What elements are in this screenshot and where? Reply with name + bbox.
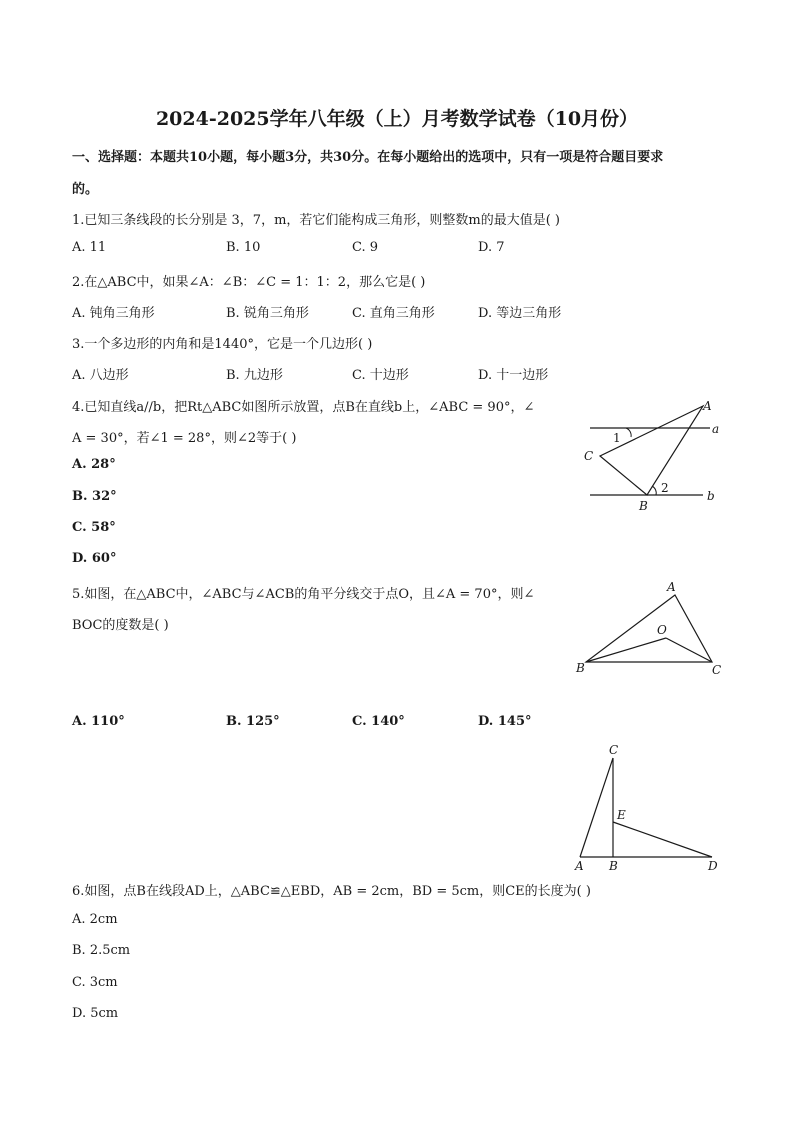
label-D: D bbox=[708, 859, 718, 873]
question-4-stem-line-1: 4.已知直线a//b，把Rt△ABC如图所示放置，点B在直线b上，∠ABC = 90°，∠ bbox=[72, 400, 535, 415]
question-5-option-d: D. 145° bbox=[478, 714, 532, 729]
question-1-option-b: B. 10 bbox=[226, 240, 261, 255]
label-E: E bbox=[617, 808, 626, 822]
section-heading-line-1: 一、选择题：本题共10小题，每小题3分，共30分。在每小题给出的选项中，只有一项是符合题目要求 bbox=[72, 150, 664, 165]
question-4-option-a: A. 28° bbox=[72, 457, 116, 472]
label-B: B bbox=[576, 661, 585, 675]
label-A: A bbox=[667, 580, 676, 594]
page-title: 2024-2025学年八年级（上）月考数学试卷（10月份） bbox=[155, 108, 639, 130]
section-heading-line-2: 的。 bbox=[72, 182, 99, 197]
question-6-option-b: B. 2.5cm bbox=[72, 943, 131, 958]
label-b: b bbox=[707, 489, 715, 503]
question-3-option-d: D. 十一边形 bbox=[478, 368, 549, 383]
question-1-stem: 1.已知三条线段的长分别是 3，7，m，若它们能构成三角形，则整数m的最大值是( ) bbox=[72, 213, 561, 228]
label-A: A bbox=[703, 399, 712, 413]
label-B: B bbox=[609, 859, 618, 873]
label-C: C bbox=[609, 743, 619, 757]
question-2-stem: 2.在△ABC中，如果∠A：∠B：∠C = 1：1：2，那么它是( ) bbox=[72, 275, 426, 290]
label-A: A bbox=[575, 859, 584, 873]
question-5-stem-line-1: 5.如图，在△ABC中，∠ABC与∠ACB的角平分线交于点O，且∠A = 70°，则∠ bbox=[72, 587, 535, 602]
question-1-option-c: C. 9 bbox=[352, 240, 379, 255]
label-C: C bbox=[712, 663, 722, 677]
question-1-option-d: D. 7 bbox=[478, 240, 505, 255]
question-4-stem-line-2: A = 30°，若∠1 = 28°，则∠2等于( ) bbox=[72, 431, 297, 446]
question-6-stem: 6.如图，点B在线段AD上，△ABC≌△EBD，AB = 2cm，BD = 5cm，则CE的长度为( ) bbox=[72, 884, 591, 899]
question-3-option-a: A. 八边形 bbox=[72, 368, 129, 383]
segment-ed bbox=[613, 822, 712, 857]
label-2: 2 bbox=[661, 481, 669, 495]
question-6-option-c: C. 3cm bbox=[72, 975, 118, 990]
label-1: 1 bbox=[613, 431, 621, 445]
question-6-option-a: A. 2cm bbox=[72, 912, 118, 927]
question-5-option-b: B. 125° bbox=[226, 714, 280, 729]
label-C: C bbox=[584, 449, 594, 463]
question-4-option-c: C. 58° bbox=[72, 520, 116, 535]
question-3-option-b: B. 九边形 bbox=[226, 368, 283, 383]
question-5-option-a: A. 110° bbox=[72, 714, 125, 729]
question-4-option-d: D. 60° bbox=[72, 551, 117, 566]
question-1-option-a: A. 11 bbox=[72, 240, 107, 255]
question-4-option-b: B. 32° bbox=[72, 489, 117, 504]
label-B: B bbox=[639, 499, 648, 513]
segment-ac bbox=[580, 758, 613, 857]
question-3-option-c: C. 十边形 bbox=[352, 368, 409, 383]
question-5-option-c: C. 140° bbox=[352, 714, 405, 729]
question-6-option-d: D. 5cm bbox=[72, 1006, 119, 1021]
label-a: a bbox=[712, 422, 720, 436]
question-2-option-b: B. 锐角三角形 bbox=[226, 306, 309, 321]
question-2-option-d: D. 等边三角形 bbox=[478, 306, 562, 321]
label-O: O bbox=[657, 623, 667, 637]
question-3-stem: 3.一个多边形的内角和是1440°，它是一个几边形( ) bbox=[72, 337, 373, 352]
question-2-option-c: C. 直角三角形 bbox=[352, 306, 435, 321]
question-5-stem-line-2: BOC的度数是( ) bbox=[72, 618, 169, 633]
question-2-option-a: A. 钝角三角形 bbox=[72, 306, 155, 321]
